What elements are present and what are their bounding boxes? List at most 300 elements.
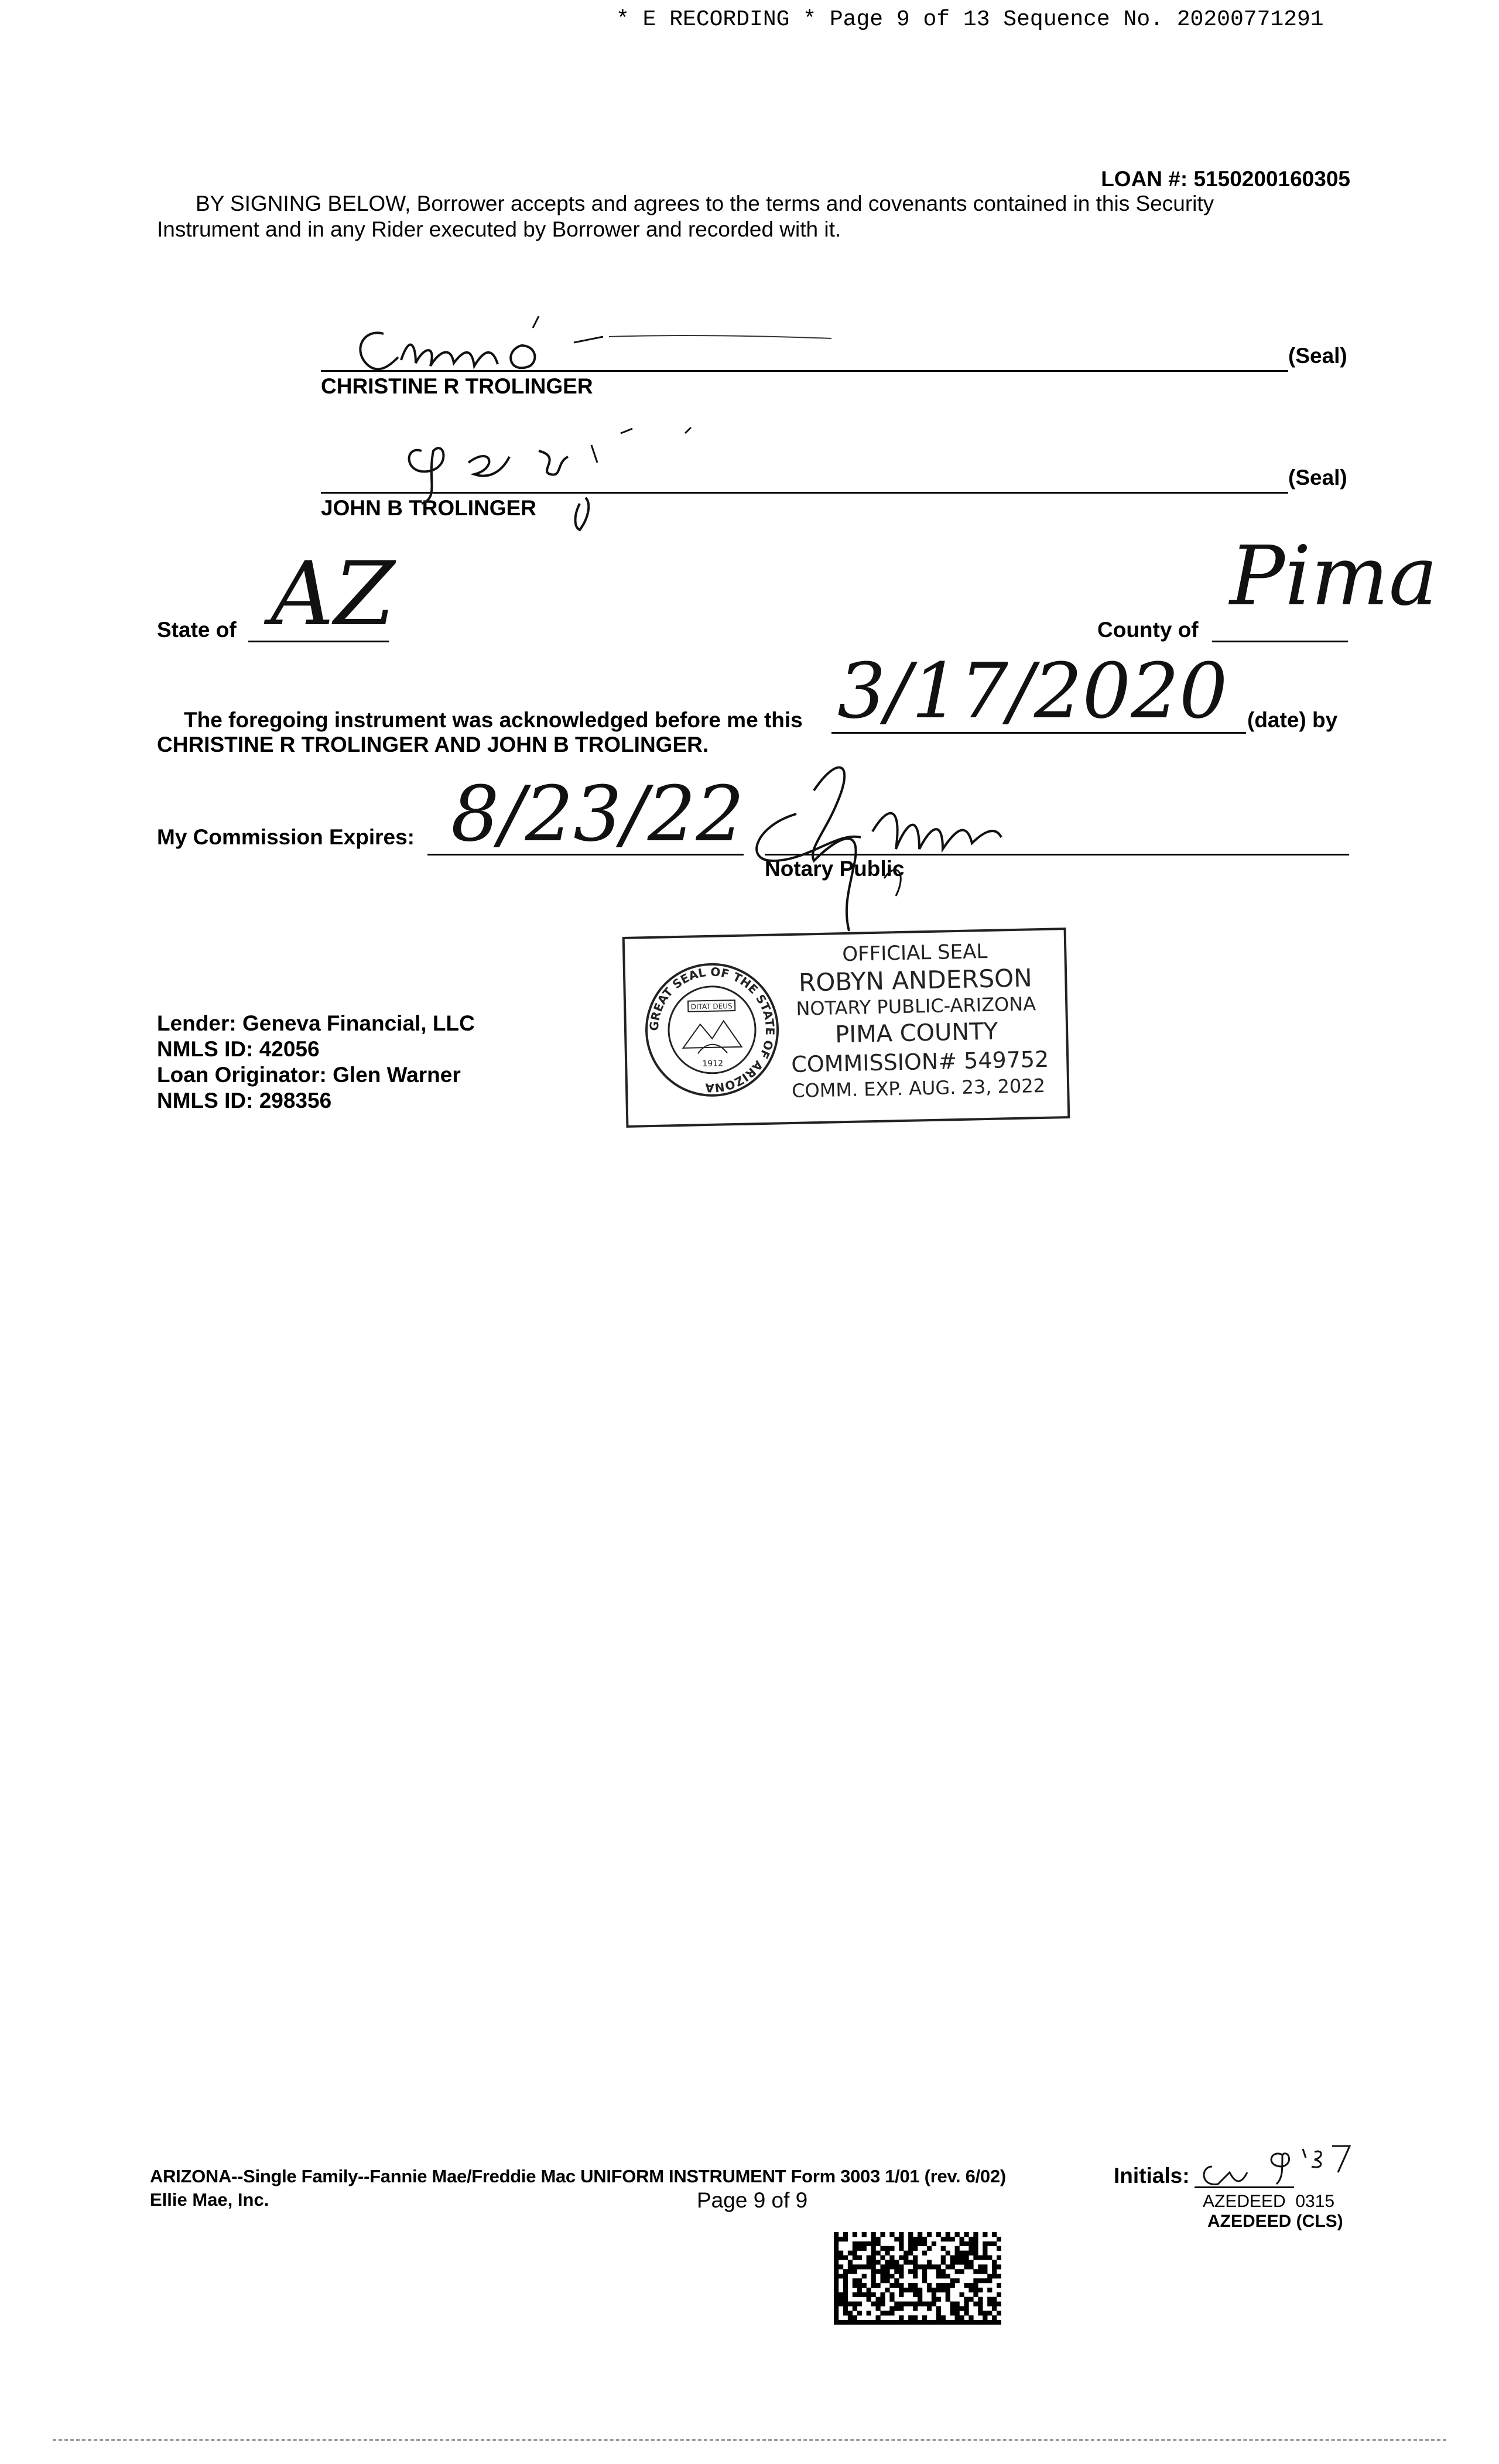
barcode-module — [848, 2260, 853, 2264]
barcode-module — [899, 2302, 903, 2306]
barcode-module — [899, 2264, 903, 2269]
barcode-module — [839, 2297, 843, 2302]
barcode-module — [941, 2246, 946, 2251]
barcode-module — [992, 2297, 997, 2302]
barcode-module — [903, 2288, 908, 2292]
barcode-module — [950, 2237, 955, 2241]
barcode-module — [955, 2256, 960, 2260]
barcode-module — [927, 2306, 932, 2311]
barcode-module — [871, 2283, 876, 2288]
barcode-module — [960, 2251, 964, 2256]
barcode-module — [880, 2256, 885, 2260]
barcode-module — [853, 2232, 857, 2237]
barcode-module — [839, 2251, 843, 2256]
barcode-module — [918, 2292, 922, 2297]
barcode-module — [927, 2320, 932, 2325]
barcode-module — [894, 2320, 899, 2325]
barcode-module — [968, 2246, 973, 2251]
barcode-module — [913, 2237, 918, 2241]
vendor-name: Ellie Mae, Inc. — [150, 2189, 269, 2210]
recording-header: * E RECORDING * Page 9 of 13 Sequence No. 20200771291 — [616, 7, 1324, 32]
barcode-module — [862, 2246, 867, 2251]
barcode-module — [899, 2288, 903, 2292]
barcode-module — [992, 2274, 997, 2278]
barcode-module — [857, 2241, 862, 2246]
barcode-module — [908, 2246, 913, 2251]
barcode-module — [918, 2232, 922, 2237]
barcode-module — [973, 2251, 978, 2256]
barcode-module — [918, 2264, 922, 2269]
barcode-module — [983, 2232, 987, 2237]
barcode-module — [936, 2288, 941, 2292]
barcode-module — [843, 2269, 848, 2274]
barcode-module — [955, 2278, 960, 2283]
barcode-module — [876, 2320, 881, 2325]
county-value: Pima — [1230, 529, 1438, 624]
barcode-module — [843, 2292, 848, 2297]
barcode-module — [997, 2246, 1001, 2251]
barcode-module — [862, 2292, 867, 2297]
barcode-module — [955, 2302, 960, 2306]
barcode-module — [876, 2306, 881, 2311]
barcode-module — [839, 2320, 843, 2325]
barcode-module — [903, 2251, 908, 2256]
barcode-module — [983, 2264, 987, 2269]
barcode-module — [853, 2283, 857, 2288]
barcode-module — [941, 2256, 946, 2260]
barcode-module — [978, 2320, 983, 2325]
barcode-module — [853, 2256, 857, 2260]
barcode-module — [932, 2320, 936, 2325]
barcode-module — [899, 2269, 903, 2274]
barcode-module — [857, 2283, 862, 2288]
barcode-module — [871, 2232, 876, 2237]
barcode-module — [987, 2297, 992, 2302]
barcode-module — [889, 2264, 894, 2269]
barcode-module — [899, 2256, 903, 2260]
barcode-module — [987, 2278, 992, 2283]
barcode-module — [936, 2306, 941, 2311]
barcode-module — [871, 2269, 876, 2274]
intro-line-2: Instrument and in any Rider executed by Borrower and recorded with it. — [157, 217, 841, 241]
barcode-module — [889, 2283, 894, 2288]
barcode-module — [922, 2241, 927, 2246]
barcode-module — [848, 2302, 853, 2306]
barcode-module — [997, 2274, 1001, 2278]
barcode-module — [973, 2237, 978, 2241]
barcode-module — [946, 2297, 950, 2302]
barcode-module — [871, 2278, 876, 2283]
barcode-module — [889, 2311, 894, 2315]
signature-christine — [328, 310, 855, 386]
barcode-module — [834, 2311, 839, 2315]
barcode-module — [894, 2269, 899, 2274]
barcode-module — [889, 2232, 894, 2237]
barcode-module — [880, 2278, 885, 2283]
barcode-module — [964, 2283, 968, 2288]
barcode-module — [983, 2269, 987, 2274]
barcode-module — [880, 2274, 885, 2278]
barcode-module — [899, 2241, 903, 2246]
barcode-module — [946, 2288, 950, 2292]
barcode-module — [857, 2264, 862, 2269]
seal-title: OFFICIAL SEAL — [841, 939, 988, 967]
barcode-module — [964, 2241, 968, 2246]
barcode-module — [903, 2302, 908, 2306]
barcode-module — [839, 2256, 843, 2260]
barcode-module — [950, 2283, 955, 2288]
barcode-module — [876, 2283, 881, 2288]
barcode-module — [894, 2264, 899, 2269]
barcode-module — [968, 2283, 973, 2288]
barcode-module — [843, 2302, 848, 2306]
barcode-module — [936, 2315, 941, 2320]
barcode-module — [964, 2264, 968, 2269]
barcode-module — [992, 2241, 997, 2246]
barcode-module — [834, 2274, 839, 2278]
barcode-module — [987, 2320, 992, 2325]
barcode-module — [968, 2288, 973, 2292]
barcode-module — [913, 2264, 918, 2269]
barcode-module — [834, 2283, 839, 2288]
barcode-module — [973, 2288, 978, 2292]
barcode-module — [834, 2320, 839, 2325]
barcode-module — [880, 2302, 885, 2306]
barcode-module — [992, 2315, 997, 2320]
barcode-module — [834, 2297, 839, 2302]
barcode-module — [871, 2320, 876, 2325]
barcode-module — [857, 2292, 862, 2297]
ack-date-suffix: (date) by — [1247, 708, 1338, 732]
barcode-module — [987, 2311, 992, 2315]
barcode-module — [843, 2237, 848, 2241]
barcode-module — [946, 2237, 950, 2241]
barcode-module — [950, 2306, 955, 2311]
barcode-module — [903, 2320, 908, 2325]
page-number: Page 9 of 9 — [697, 2188, 808, 2212]
barcode-module — [936, 2320, 941, 2325]
seal-commission: COMMISSION# 549752 — [790, 1046, 1049, 1077]
seal-label-1: (Seal) — [1288, 344, 1347, 368]
barcode-module — [876, 2302, 881, 2306]
barcode-module — [843, 2288, 848, 2292]
barcode-module — [871, 2292, 876, 2297]
barcode-module — [922, 2237, 927, 2241]
barcode-module — [894, 2306, 899, 2311]
barcode-module — [834, 2288, 839, 2292]
barcode-module — [946, 2283, 950, 2288]
barcode-module — [899, 2306, 903, 2311]
barcode-module — [862, 2264, 867, 2269]
barcode-module — [936, 2274, 941, 2278]
barcode-module — [964, 2256, 968, 2260]
seal-role: NOTARY PUBLIC-ARIZONA — [796, 993, 1036, 1020]
barcode-module — [964, 2251, 968, 2256]
acknowledgment-line-1: The foregoing instrument was acknowledged before me this — [184, 708, 803, 732]
barcode-module — [834, 2237, 839, 2241]
seal-expiration: COMM. EXP. AUG. 23, 2022 — [791, 1074, 1046, 1102]
barcode-module — [955, 2246, 960, 2251]
barcode-module — [885, 2278, 889, 2283]
barcode-module — [964, 2297, 968, 2302]
barcode-module — [936, 2311, 941, 2315]
barcode-module — [880, 2297, 885, 2302]
barcode-module — [983, 2311, 987, 2315]
barcode-module — [899, 2232, 903, 2237]
barcode-module — [853, 2320, 857, 2325]
barcode-module — [987, 2288, 992, 2292]
barcode-module — [992, 2264, 997, 2269]
barcode-module — [867, 2292, 871, 2297]
initials-label: Initials: — [1114, 2164, 1190, 2188]
barcode-module — [913, 2302, 918, 2306]
barcode-module — [867, 2297, 871, 2302]
barcode-module — [960, 2306, 964, 2311]
barcode-module — [848, 2311, 853, 2315]
barcode-module — [922, 2302, 927, 2306]
barcode-module — [899, 2237, 903, 2241]
barcode-module — [880, 2320, 885, 2325]
barcode-module — [978, 2278, 983, 2283]
barcode-module — [876, 2251, 881, 2256]
barcode-module — [876, 2260, 881, 2264]
barcode-module — [889, 2246, 894, 2251]
barcode-module — [899, 2292, 903, 2297]
barcode-module — [978, 2288, 983, 2292]
state-value: AZ — [271, 543, 395, 645]
barcode-module — [960, 2256, 964, 2260]
barcode-module — [848, 2251, 853, 2256]
barcode-module — [932, 2292, 936, 2297]
barcode-module — [973, 2232, 978, 2237]
barcode-module — [871, 2274, 876, 2278]
barcode-module — [913, 2241, 918, 2246]
form-code-1: AZEDEED 0315 — [1203, 2192, 1335, 2211]
barcode-module — [843, 2283, 848, 2288]
barcode-module — [997, 2256, 1001, 2260]
barcode-module — [885, 2320, 889, 2325]
barcode-module — [871, 2237, 876, 2241]
barcode-module — [922, 2278, 927, 2283]
barcode-module — [987, 2256, 992, 2260]
barcode-module — [927, 2283, 932, 2288]
barcode-module — [908, 2302, 913, 2306]
barcode-module — [983, 2256, 987, 2260]
barcode-module — [918, 2302, 922, 2306]
barcode-module — [913, 2269, 918, 2274]
barcode-module — [876, 2241, 881, 2246]
barcode-module — [903, 2260, 908, 2264]
barcode-module — [955, 2311, 960, 2315]
loan-number — [1101, 166, 1350, 192]
barcode-module — [936, 2269, 941, 2274]
barcode-module — [922, 2274, 927, 2278]
barcode-module — [946, 2232, 950, 2237]
barcode-module — [992, 2269, 997, 2274]
barcode-module — [880, 2269, 885, 2274]
barcode-module — [941, 2315, 946, 2320]
barcode-module — [955, 2251, 960, 2256]
barcode-module — [848, 2315, 853, 2320]
barcode-module — [880, 2292, 885, 2297]
barcode-module — [960, 2260, 964, 2264]
barcode-module — [880, 2264, 885, 2269]
barcode-module — [950, 2320, 955, 2325]
barcode-module — [889, 2306, 894, 2311]
barcode-module — [894, 2237, 899, 2241]
barcode-module — [853, 2269, 857, 2274]
barcode-module — [922, 2320, 927, 2325]
barcode-module — [932, 2264, 936, 2269]
barcode-module — [871, 2246, 876, 2251]
barcode-module — [853, 2306, 857, 2311]
barcode-module — [894, 2260, 899, 2264]
barcode-module — [932, 2288, 936, 2292]
barcode-module — [913, 2246, 918, 2251]
barcode-module — [834, 2241, 839, 2246]
barcode-module — [978, 2297, 983, 2302]
barcode-module — [960, 2269, 964, 2274]
county-label: County of — [1097, 618, 1199, 642]
barcode-module — [908, 2283, 913, 2288]
barcode-module — [973, 2283, 978, 2288]
barcode-module — [941, 2269, 946, 2274]
barcode-module — [889, 2256, 894, 2260]
barcode-module — [839, 2264, 843, 2269]
barcode-module — [853, 2251, 857, 2256]
notary-public-label: Notary Public — [765, 857, 905, 881]
barcode-module — [950, 2302, 955, 2306]
ack-date-value: 3/17/2020 — [837, 646, 1228, 735]
barcode-module — [834, 2264, 839, 2269]
barcode-module — [950, 2260, 955, 2264]
barcode-module — [955, 2269, 960, 2274]
barcode-module — [960, 2315, 964, 2320]
barcode-module — [889, 2297, 894, 2302]
barcode-module — [964, 2320, 968, 2325]
barcode-module — [946, 2292, 950, 2297]
barcode-module — [978, 2264, 983, 2269]
barcode-module — [918, 2297, 922, 2302]
barcode-module — [839, 2274, 843, 2278]
barcode-module — [857, 2278, 862, 2283]
barcode-module — [885, 2251, 889, 2256]
barcode-module — [960, 2237, 964, 2241]
barcode-module — [857, 2288, 862, 2292]
barcode-module — [839, 2237, 843, 2241]
barcode-module — [992, 2232, 997, 2237]
barcode-module — [997, 2264, 1001, 2269]
barcode-module — [968, 2237, 973, 2241]
lender-nmls: NMLS ID: 42056 — [157, 1037, 320, 1061]
barcode-module — [936, 2283, 941, 2288]
barcode-module — [918, 2241, 922, 2246]
barcode-module — [871, 2241, 876, 2246]
seal-ring-text: GREAT SEAL OF THE STATE OF ARIZONA — [646, 964, 778, 1096]
state-seal-emblem — [641, 958, 784, 1101]
barcode-module — [853, 2302, 857, 2306]
barcode-module — [927, 2260, 932, 2264]
barcode-module — [880, 2232, 885, 2237]
barcode-module — [908, 2260, 913, 2264]
barcode-module — [964, 2260, 968, 2264]
seal-year: 1912 — [702, 1059, 724, 1069]
barcode-module — [867, 2320, 871, 2325]
barcode-module — [908, 2269, 913, 2274]
barcode-module — [978, 2269, 983, 2274]
barcode-module — [973, 2256, 978, 2260]
loan-number-label: LOAN #: — [1101, 167, 1188, 191]
barcode-module — [927, 2264, 932, 2269]
barcode-module — [889, 2292, 894, 2297]
originator-nmls: NMLS ID: 298356 — [157, 1089, 332, 1113]
barcode-module — [880, 2311, 885, 2315]
barcode-module — [964, 2311, 968, 2315]
barcode-module — [899, 2320, 903, 2325]
barcode-module — [834, 2315, 839, 2320]
barcode-module — [960, 2320, 964, 2325]
barcode-module — [983, 2278, 987, 2283]
barcode-module — [889, 2320, 894, 2325]
barcode-module — [885, 2260, 889, 2264]
barcode-module — [987, 2241, 992, 2246]
barcode-module — [862, 2283, 867, 2288]
barcode-module — [876, 2237, 881, 2241]
barcode-module — [871, 2260, 876, 2264]
loan-originator: Loan Originator: Glen Warner — [157, 1063, 461, 1087]
barcode-module — [867, 2264, 871, 2269]
barcode-module — [857, 2320, 862, 2325]
barcode-module — [927, 2288, 932, 2292]
barcode-module — [871, 2302, 876, 2306]
barcode-module — [876, 2315, 881, 2320]
barcode-module — [839, 2292, 843, 2297]
barcode-module — [973, 2246, 978, 2251]
barcode-module — [983, 2241, 987, 2246]
barcode-module — [983, 2251, 987, 2256]
barcode-module — [857, 2256, 862, 2260]
barcode-module — [885, 2311, 889, 2315]
barcode-module — [968, 2260, 973, 2264]
barcode-module — [848, 2320, 853, 2325]
scan-edge-artifact — [53, 2439, 1446, 2441]
barcode-module — [927, 2302, 932, 2306]
barcode-module — [946, 2251, 950, 2256]
barcode-module — [843, 2311, 848, 2315]
barcode-module — [885, 2264, 889, 2269]
barcode-module — [843, 2320, 848, 2325]
barcode-module — [913, 2320, 918, 2325]
acknowledgment-line-2: CHRISTINE R TROLINGER AND JOHN B TROLINGER. — [157, 733, 709, 757]
barcode-module — [899, 2315, 903, 2320]
barcode-module — [932, 2241, 936, 2246]
barcode-module — [983, 2315, 987, 2320]
barcode-module — [862, 2274, 867, 2278]
barcode-module — [978, 2256, 983, 2260]
signer-name-1: CHRISTINE R TROLINGER — [321, 374, 593, 398]
barcode-module — [960, 2292, 964, 2297]
barcode-module — [843, 2278, 848, 2283]
barcode-module — [867, 2311, 871, 2315]
barcode-module — [922, 2269, 927, 2274]
barcode-module — [955, 2306, 960, 2311]
commission-value: 8/23/22 — [451, 769, 745, 858]
barcode-module — [997, 2311, 1001, 2315]
barcode-module — [862, 2241, 867, 2246]
barcode-module — [941, 2260, 946, 2264]
barcode-module — [908, 2320, 913, 2325]
barcode-module — [834, 2251, 839, 2256]
